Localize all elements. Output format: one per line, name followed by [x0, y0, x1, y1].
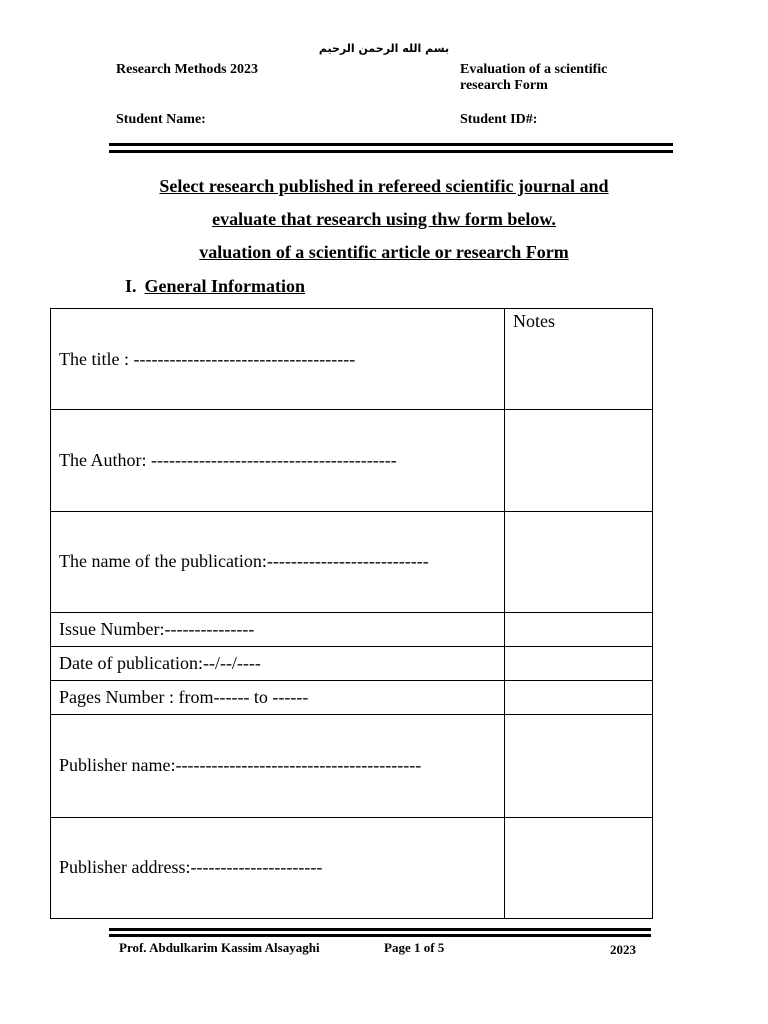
publication-date-field[interactable]: Date of publication:--/--/----: [51, 647, 505, 681]
instruction-line-1: Select research published in refereed scientific journal and: [159, 176, 609, 196]
instruction-line-3: valuation of a scientific article or research Form: [199, 242, 569, 262]
footer-page-number: Page 1 of 5: [384, 940, 445, 955]
notes-cell[interactable]: [505, 612, 653, 646]
table-row: [51, 612, 653, 646]
notes-header: Notes: [505, 309, 653, 410]
publisher-address-field[interactable]: Publisher address:----------------------: [51, 817, 505, 918]
table-row: [51, 817, 653, 918]
notes-cell[interactable]: [505, 715, 653, 817]
notes-cell[interactable]: [505, 511, 653, 612]
header-rule-bottom: [109, 150, 673, 153]
publisher-name-field[interactable]: Publisher name:-----------------------------------------: [51, 715, 505, 817]
footer-rule-top: [109, 928, 651, 931]
title-field[interactable]: The title : -------------------------------------: [51, 309, 505, 410]
notes-cell[interactable]: [505, 681, 653, 715]
author-field[interactable]: The Author: -----------------------------------------: [51, 410, 505, 511]
section-number: I.: [125, 276, 137, 296]
notes-cell[interactable]: [505, 410, 653, 511]
section-heading: [125, 276, 305, 297]
student-name-label: Student Name:: [116, 112, 206, 127]
form-title-line2: research Form: [460, 78, 548, 93]
table-row: [51, 647, 653, 681]
student-id-label: Student ID#:: [460, 112, 538, 127]
table-row: [51, 410, 653, 511]
table-row: [51, 309, 653, 410]
publication-name-field[interactable]: The name of the publication:---------------------------: [51, 511, 505, 612]
footer-rule-bottom: [109, 934, 651, 937]
pages-number-field[interactable]: Pages Number : from------ to ------: [51, 681, 505, 715]
instruction-line-2: evaluate that research using thw form below.: [212, 209, 556, 229]
notes-cell[interactable]: [505, 817, 653, 918]
table-row: [51, 715, 653, 817]
footer-year: 2023: [610, 942, 636, 957]
table-row: [51, 511, 653, 612]
section-title: General Information: [144, 276, 305, 296]
footer-author: Prof. Abdulkarim Kassim Alsayaghi: [119, 940, 320, 955]
issue-number-field[interactable]: Issue Number:---------------: [51, 612, 505, 646]
course-title: Research Methods 2023: [116, 62, 259, 77]
header-rule-top: [109, 143, 673, 146]
basmala: بسم الله الرحمن الرحيم: [318, 42, 450, 55]
table-row: [51, 681, 653, 715]
general-info-table: [50, 308, 653, 919]
form-title-line1: Evaluation of a scientific: [460, 62, 608, 77]
notes-cell[interactable]: [505, 647, 653, 681]
